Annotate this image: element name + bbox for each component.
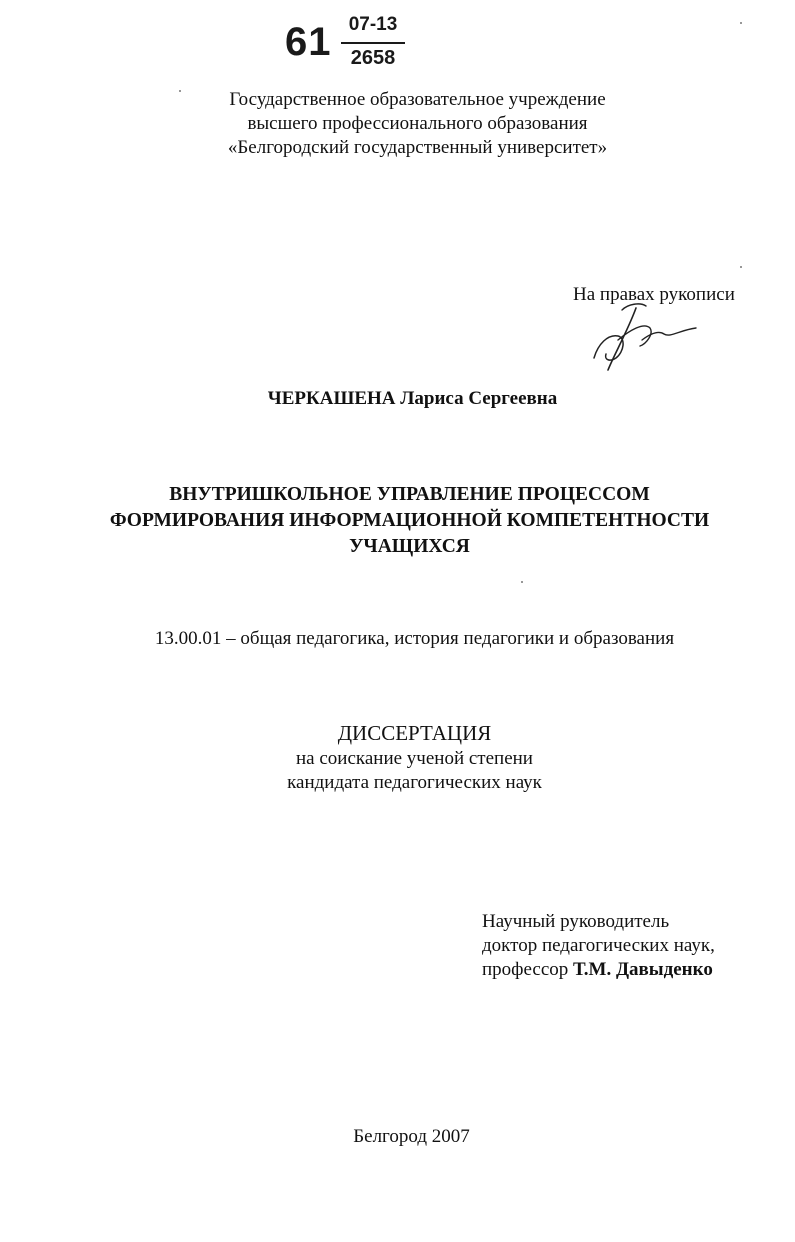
document-kind: ДИССЕРТАЦИЯ <box>337 721 492 745</box>
handwritten-signature <box>588 300 698 372</box>
supervisor-name: Т.М. Давыденко <box>573 959 713 980</box>
manuscript-rights-note: На правах рукописи <box>573 284 735 305</box>
degree-line-3: кандидата педагогических наук <box>287 772 542 793</box>
institution-block <box>20 88 795 160</box>
supervisor-block <box>482 910 715 982</box>
institution-line-1: Государственное образовательное учреждение <box>229 89 606 110</box>
degree-block <box>17 720 795 795</box>
archive-stamp <box>285 14 415 74</box>
stamp-main-number: 61 <box>285 20 332 64</box>
stamp-bottom-number: 2658 <box>350 47 396 69</box>
dissertation-title <box>12 482 795 560</box>
scan-speck <box>179 90 181 92</box>
title-line-2: ФОРМИРОВАНИЯ ИНФОРМАЦИОННОЙ КОМПЕТЕНТНОСТИ <box>109 510 710 531</box>
institution-line-3: «Белгородский государственный университет» <box>227 137 608 158</box>
city-year: Белгород 2007 <box>353 1126 470 1147</box>
title-line-3: УЧАЩИХСЯ <box>349 536 470 557</box>
title-line-1: ВНУТРИШКОЛЬНОЕ УПРАВЛЕНИЕ ПРОЦЕССОМ <box>169 484 650 505</box>
supervisor-degree: доктор педагогических наук, <box>482 935 715 956</box>
supervisor-role: Научный руководитель <box>482 911 670 932</box>
supervisor-title: профессор <box>482 959 569 980</box>
scan-speck <box>740 266 742 268</box>
degree-line-2: на соискание ученой степени <box>296 748 533 769</box>
author-name: ЧЕРКАШЕНА Лариса Сергеевна <box>267 388 558 409</box>
stamp-top-number: 07-13 <box>348 14 398 35</box>
scan-speck <box>521 581 523 583</box>
scan-speck <box>740 22 742 24</box>
supervisor-title-line <box>482 958 715 982</box>
institution-line-2: высшего профессионального образования <box>247 113 588 134</box>
stamp-fraction-rule <box>341 42 405 44</box>
specialty-code: 13.00.01 – общая педагогика, история педагогики и образования <box>154 628 675 649</box>
